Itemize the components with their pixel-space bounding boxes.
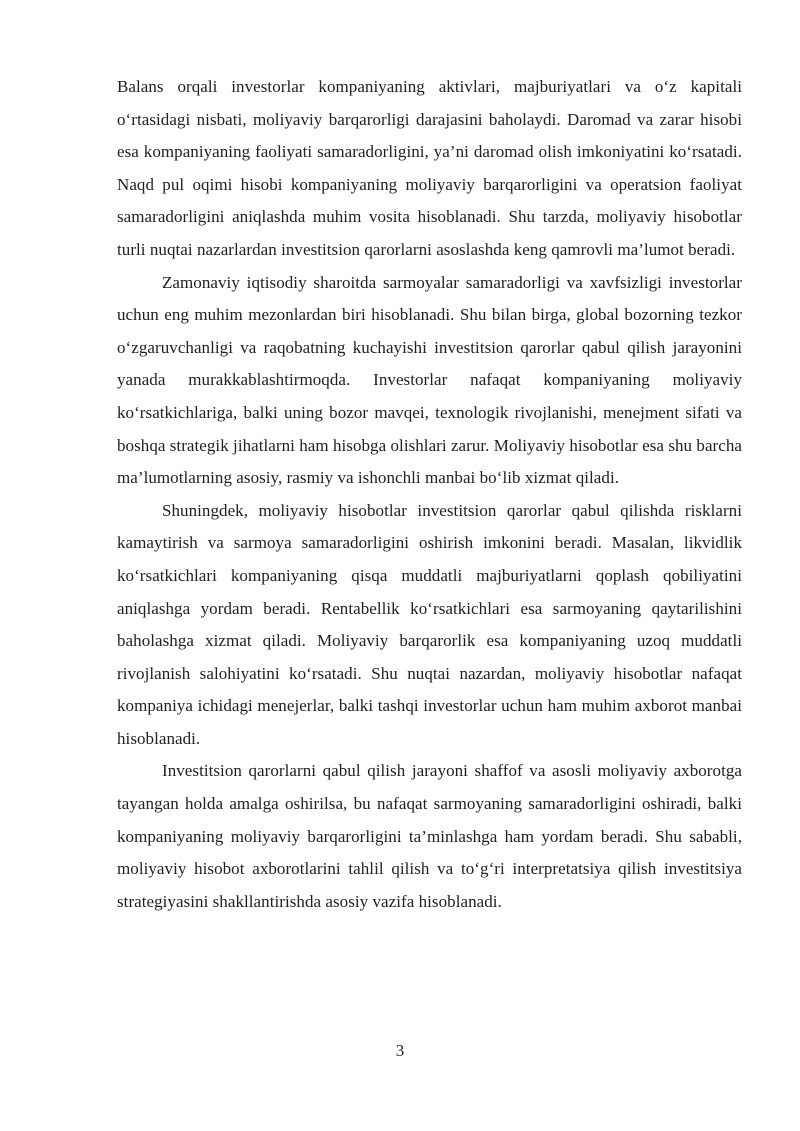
paragraph-3: Shuningdek, moliyaviy hisobotlar investitsion qarorlar qabul qilishda risklarni kamaytirish va sarmoya samaradorligini oshirish imkonini beradi. Masalan, likvidlik koʻrsatkichlari kompaniyaning qisqa muddatli majburiyatlarni qoplash qobiliyatini aniqlashga yordam beradi. Rentabellik koʻrsatkichlari esa sarmoyaning qaytarilishini baholashga xizmat qiladi. Moliyaviy barqarorlik esa kompaniyaning uzoq muddatli rivojlanish salohiyatini koʻrsatadi. Shu nuqtai nazardan, moliyaviy hisobotlar nafaqat kompaniya ichidagi menejerlar, balki tashqi investorlar uchun ham muhim axborot manbai hisoblanadi.: [117, 500, 742, 748]
body-text: [117, 71, 742, 918]
paragraph-1: Balans orqali investorlar kompaniyaning aktivlari, majburiyatlari va oʻz kapitali oʻrtasidagi nisbati, moliyaviy barqarorligi darajasini baholaydi. Daromad va zarar hisobi esa kompaniyaning faoliyati samaradorligini, ya’ni daromad olish imkoniyatini koʻrsatadi. Naqd pul oqimi hisobi kompaniyaning moliyaviy barqarorligini va operatsion faoliyat samaradorligini aniqlashda muhim vosita hisoblanadi. Shu tarzda, moliyaviy hisobotlar turli nuqtai nazarlardan investitsion qarorlarni asoslashda keng qamrovli ma’lumot beradi.: [117, 77, 742, 259]
page-number: 3: [395, 1041, 405, 1060]
paragraph-2: Zamonaviy iqtisodiy sharoitda sarmoyalar samaradorligi va xavfsizligi investorlar uchun eng muhim mezonlardan biri hisoblanadi. Shu bilan birga, global bozorning tezkor oʻzgaruvchanligi va raqobatning kuchayishi investitsion qarorlar qabul qilish jarayonini yanada murakkablashtirmoqda. Investorlar nafaqat kompaniyaning moliyaviy koʻrsatkichlariga, balki uning bozor mavqei, texnologik rivojlanishi, menejment sifati va boshqa strategik jihatlarni ham hisobga olishlari zarur. Moliyaviy hisobotlar esa shu barcha ma’lumotlarning asosiy, rasmiy va ishonchli manbai boʻlib xizmat qiladi.: [117, 272, 742, 488]
paragraph-4: Investitsion qarorlarni qabul qilish jarayoni shaffof va asosli moliyaviy axborotga tayangan holda amalga oshirilsa, bu nafaqat sarmoyaning samaradorligini oshiradi, balki kompaniyaning moliyaviy barqarorligini ta’minlashga ham yordam beradi. Shu sababli, moliyaviy hisobot axborotlarini tahlil qilish va toʻgʻri interpretatsiya qilish investitsiya strategiyasini shakllantirishda asosiy vazifa hisoblanadi.: [117, 761, 742, 911]
